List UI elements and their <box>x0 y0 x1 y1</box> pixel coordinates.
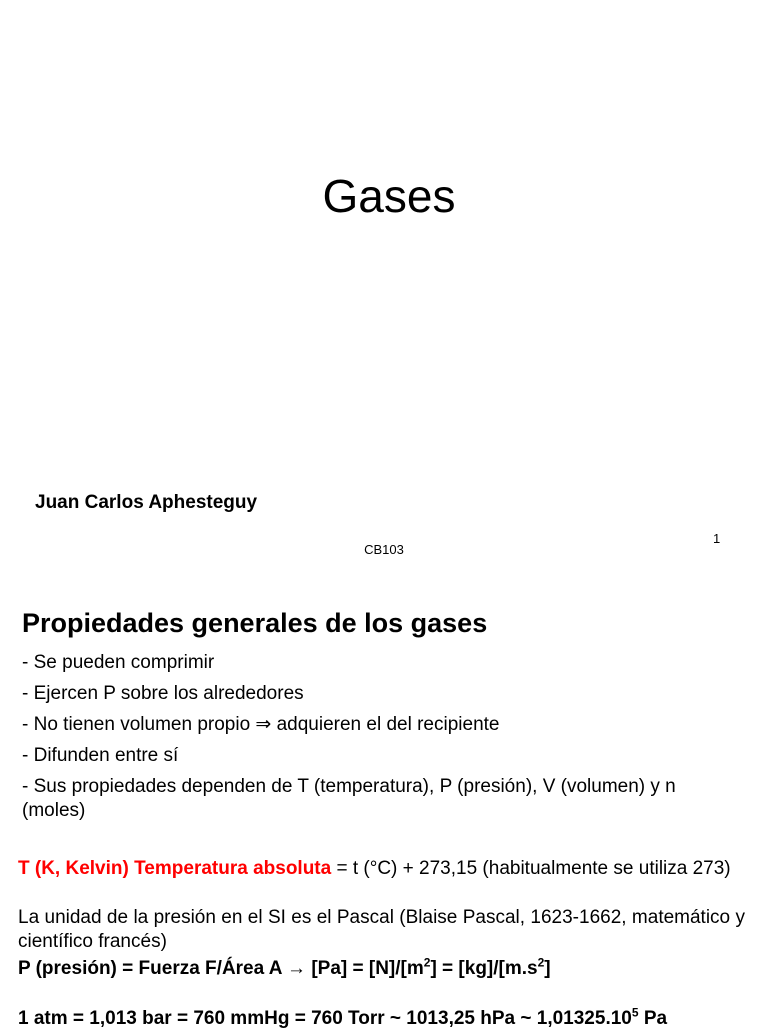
temperature-paragraph <box>18 857 745 881</box>
pressure-part: ] = [kg]/[m.s <box>430 958 538 979</box>
course-code: CB103 <box>364 542 404 557</box>
slide-title: Gases <box>322 170 456 222</box>
atm-part: 1 atm = 1,013 bar = 760 mmHg = 760 Torr ~ 1013,25 hPa ~ 1,01325.10 <box>18 1008 632 1029</box>
list-item: - Difunden entre sí <box>22 745 179 766</box>
pascal-paragraph: La unidad de la presión en el SI es el Pascal (Blaise Pascal, 1623-1662, matemático y científico francés) <box>18 907 745 952</box>
temperature-highlight: T (K, Kelvin) Temperatura absoluta <box>18 858 332 879</box>
author-name: Juan Carlos Aphesteguy <box>35 492 258 513</box>
list-item: - Ejercen P sobre los alrededores <box>22 683 304 704</box>
list-item: - No tienen volumen propio ⇒ adquieren el del recipiente <box>22 714 500 735</box>
superscript: 5 <box>631 1005 639 1020</box>
atm-part: Pa <box>638 1008 668 1029</box>
superscript: 2 <box>537 955 545 970</box>
slide-heading: Propiedades generales de los gases <box>22 608 488 638</box>
pressure-part: P (presión) = Fuerza F/Área A → [Pa] = [N]/[m <box>18 958 424 979</box>
content-slide <box>0 575 768 1029</box>
page-number: 1 <box>713 531 721 546</box>
temperature-text: = t (°C) + 273,15 (habitualmente se utiliza 273) <box>331 858 731 879</box>
list-item: - Se pueden comprimir <box>22 652 215 673</box>
pressure-formula <box>18 957 745 981</box>
superscript: 2 <box>423 955 431 970</box>
properties-list <box>22 651 742 830</box>
list-item: - Sus propiedades dependen de T (temperatura), P (presión), V (volumen) y n (moles) <box>22 776 676 821</box>
atm-equivalence <box>18 1007 745 1031</box>
pressure-part: ] <box>544 958 551 979</box>
